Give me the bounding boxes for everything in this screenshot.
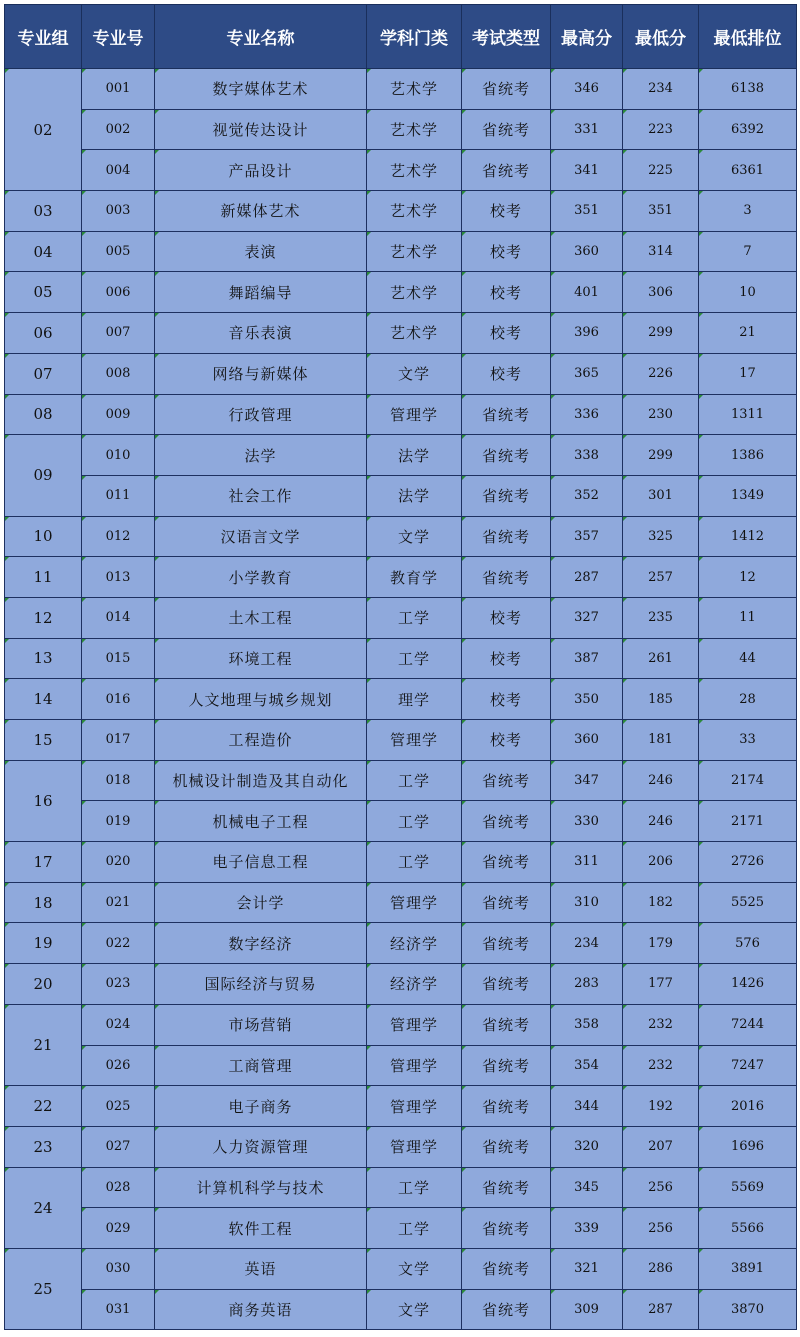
exam-type-cell: 校考 [462, 353, 551, 394]
min-rank-cell: 6361 [699, 150, 797, 191]
max-score-cell: 311 [551, 842, 623, 883]
exam-type-cell: 省统考 [462, 435, 551, 476]
major-code-cell: 006 [82, 272, 155, 313]
group-cell: 21 [5, 1004, 82, 1085]
min-rank-cell: 21 [699, 313, 797, 354]
exam-type-cell: 省统考 [462, 1167, 551, 1208]
subject-category-cell: 工学 [367, 1167, 462, 1208]
table-row [5, 638, 797, 679]
group-cell: 13 [5, 638, 82, 679]
group-cell: 25 [5, 1248, 82, 1329]
exam-type-cell: 省统考 [462, 1126, 551, 1167]
min-rank-cell: 3 [699, 191, 797, 232]
min-rank-cell: 2171 [699, 801, 797, 842]
subject-category-cell: 经济学 [367, 923, 462, 964]
major-name-cell: 工程造价 [155, 720, 367, 761]
major-name-cell: 新媒体艺术 [155, 191, 367, 232]
min-rank-cell: 1349 [699, 475, 797, 516]
exam-type-cell: 校考 [462, 679, 551, 720]
table-row [5, 1167, 797, 1208]
min-rank-cell: 12 [699, 557, 797, 598]
max-score-cell: 358 [551, 1004, 623, 1045]
min-rank-cell: 1386 [699, 435, 797, 476]
major-code-cell: 010 [82, 435, 155, 476]
max-score-cell: 339 [551, 1208, 623, 1249]
table-row [5, 923, 797, 964]
exam-type-cell: 校考 [462, 231, 551, 272]
min-score-cell: 325 [623, 516, 699, 557]
min-score-cell: 256 [623, 1167, 699, 1208]
max-score-cell: 327 [551, 597, 623, 638]
min-rank-cell: 7 [699, 231, 797, 272]
major-code-cell: 001 [82, 69, 155, 110]
subject-category-cell: 法学 [367, 475, 462, 516]
exam-type-cell: 省统考 [462, 1289, 551, 1330]
major-name-cell: 商务英语 [155, 1289, 367, 1330]
major-code-cell: 002 [82, 109, 155, 150]
table-row [5, 1289, 797, 1330]
min-rank-cell: 2016 [699, 1086, 797, 1127]
subject-category-cell: 艺术学 [367, 191, 462, 232]
table-row [5, 597, 797, 638]
major-name-cell: 法学 [155, 435, 367, 476]
major-code-cell: 030 [82, 1248, 155, 1289]
exam-type-cell: 省统考 [462, 964, 551, 1005]
admission-table-container [4, 4, 796, 1330]
exam-type-cell: 省统考 [462, 1248, 551, 1289]
group-cell: 05 [5, 272, 82, 313]
admission-score-table [4, 4, 797, 1330]
major-name-cell: 电子商务 [155, 1086, 367, 1127]
group-cell: 20 [5, 964, 82, 1005]
subject-category-cell: 工学 [367, 1208, 462, 1249]
max-score-cell: 345 [551, 1167, 623, 1208]
subject-category-cell: 管理学 [367, 720, 462, 761]
major-code-cell: 007 [82, 313, 155, 354]
subject-category-cell: 经济学 [367, 964, 462, 1005]
min-rank-cell: 11 [699, 597, 797, 638]
major-name-cell: 网络与新媒体 [155, 353, 367, 394]
table-row [5, 109, 797, 150]
subject-category-cell: 理学 [367, 679, 462, 720]
min-rank-cell: 1412 [699, 516, 797, 557]
group-cell: 17 [5, 842, 82, 883]
major-code-cell: 031 [82, 1289, 155, 1330]
major-code-cell: 027 [82, 1126, 155, 1167]
major-code-cell: 026 [82, 1045, 155, 1086]
major-name-cell: 音乐表演 [155, 313, 367, 354]
max-score-cell: 387 [551, 638, 623, 679]
min-rank-cell: 6392 [699, 109, 797, 150]
major-code-cell: 018 [82, 760, 155, 801]
min-rank-cell: 10 [699, 272, 797, 313]
subject-category-cell: 文学 [367, 353, 462, 394]
min-rank-cell: 5525 [699, 882, 797, 923]
major-code-cell: 008 [82, 353, 155, 394]
major-code-cell: 005 [82, 231, 155, 272]
max-score-cell: 357 [551, 516, 623, 557]
max-score-cell: 320 [551, 1126, 623, 1167]
major-name-cell: 小学教育 [155, 557, 367, 598]
exam-type-cell: 省统考 [462, 1045, 551, 1086]
max-score-cell: 283 [551, 964, 623, 1005]
subject-category-cell: 艺术学 [367, 231, 462, 272]
max-score-cell: 354 [551, 1045, 623, 1086]
min-score-cell: 179 [623, 923, 699, 964]
min-score-cell: 177 [623, 964, 699, 1005]
major-name-cell: 市场营销 [155, 1004, 367, 1045]
major-name-cell: 软件工程 [155, 1208, 367, 1249]
header-subject-category: 学科门类 [367, 5, 462, 69]
max-score-cell: 338 [551, 435, 623, 476]
subject-category-cell: 工学 [367, 638, 462, 679]
exam-type-cell: 省统考 [462, 394, 551, 435]
exam-type-cell: 校考 [462, 272, 551, 313]
group-cell: 24 [5, 1167, 82, 1248]
min-rank-cell: 5566 [699, 1208, 797, 1249]
header-group: 专业组 [5, 5, 82, 69]
min-score-cell: 256 [623, 1208, 699, 1249]
min-score-cell: 246 [623, 801, 699, 842]
table-row [5, 1086, 797, 1127]
major-code-cell: 021 [82, 882, 155, 923]
min-score-cell: 232 [623, 1004, 699, 1045]
min-rank-cell: 1426 [699, 964, 797, 1005]
subject-category-cell: 工学 [367, 760, 462, 801]
max-score-cell: 287 [551, 557, 623, 598]
table-row [5, 69, 797, 110]
subject-category-cell: 工学 [367, 801, 462, 842]
subject-category-cell: 法学 [367, 435, 462, 476]
major-code-cell: 017 [82, 720, 155, 761]
min-rank-cell: 576 [699, 923, 797, 964]
max-score-cell: 360 [551, 720, 623, 761]
group-cell: 03 [5, 191, 82, 232]
table-row [5, 394, 797, 435]
major-code-cell: 025 [82, 1086, 155, 1127]
major-name-cell: 环境工程 [155, 638, 367, 679]
header-major-name: 专业名称 [155, 5, 367, 69]
max-score-cell: 347 [551, 760, 623, 801]
table-row [5, 1208, 797, 1249]
min-score-cell: 192 [623, 1086, 699, 1127]
major-name-cell: 会计学 [155, 882, 367, 923]
max-score-cell: 341 [551, 150, 623, 191]
major-code-cell: 023 [82, 964, 155, 1005]
subject-category-cell: 管理学 [367, 394, 462, 435]
min-rank-cell: 3891 [699, 1248, 797, 1289]
major-name-cell: 国际经济与贸易 [155, 964, 367, 1005]
group-cell: 07 [5, 353, 82, 394]
group-cell: 23 [5, 1126, 82, 1167]
table-row [5, 1126, 797, 1167]
min-score-cell: 223 [623, 109, 699, 150]
table-row [5, 272, 797, 313]
header-max-score: 最高分 [551, 5, 623, 69]
major-name-cell: 产品设计 [155, 150, 367, 191]
table-row [5, 1045, 797, 1086]
table-row [5, 516, 797, 557]
max-score-cell: 396 [551, 313, 623, 354]
major-name-cell: 计算机科学与技术 [155, 1167, 367, 1208]
min-score-cell: 286 [623, 1248, 699, 1289]
max-score-cell: 331 [551, 109, 623, 150]
min-score-cell: 225 [623, 150, 699, 191]
subject-category-cell: 工学 [367, 842, 462, 883]
group-cell: 22 [5, 1086, 82, 1127]
subject-category-cell: 艺术学 [367, 69, 462, 110]
major-name-cell: 舞蹈编导 [155, 272, 367, 313]
table-row [5, 231, 797, 272]
subject-category-cell: 管理学 [367, 1004, 462, 1045]
exam-type-cell: 校考 [462, 720, 551, 761]
table-row [5, 475, 797, 516]
exam-type-cell: 省统考 [462, 882, 551, 923]
group-cell: 10 [5, 516, 82, 557]
group-cell: 09 [5, 435, 82, 516]
min-score-cell: 257 [623, 557, 699, 598]
min-score-cell: 207 [623, 1126, 699, 1167]
min-score-cell: 246 [623, 760, 699, 801]
subject-category-cell: 艺术学 [367, 272, 462, 313]
major-name-cell: 英语 [155, 1248, 367, 1289]
table-row [5, 882, 797, 923]
table-row [5, 353, 797, 394]
max-score-cell: 352 [551, 475, 623, 516]
min-score-cell: 261 [623, 638, 699, 679]
min-rank-cell: 2174 [699, 760, 797, 801]
min-score-cell: 226 [623, 353, 699, 394]
max-score-cell: 350 [551, 679, 623, 720]
max-score-cell: 351 [551, 191, 623, 232]
min-rank-cell: 6138 [699, 69, 797, 110]
group-cell: 04 [5, 231, 82, 272]
major-name-cell: 表演 [155, 231, 367, 272]
exam-type-cell: 省统考 [462, 801, 551, 842]
major-name-cell: 人文地理与城乡规划 [155, 679, 367, 720]
major-code-cell: 028 [82, 1167, 155, 1208]
table-row [5, 964, 797, 1005]
header-exam-type: 考试类型 [462, 5, 551, 69]
exam-type-cell: 省统考 [462, 1086, 551, 1127]
subject-category-cell: 工学 [367, 597, 462, 638]
major-code-cell: 022 [82, 923, 155, 964]
max-score-cell: 310 [551, 882, 623, 923]
subject-category-cell: 教育学 [367, 557, 462, 598]
min-score-cell: 235 [623, 597, 699, 638]
min-rank-cell: 5569 [699, 1167, 797, 1208]
table-body [5, 69, 797, 1330]
major-name-cell: 汉语言文学 [155, 516, 367, 557]
major-name-cell: 行政管理 [155, 394, 367, 435]
major-code-cell: 014 [82, 597, 155, 638]
table-row [5, 191, 797, 232]
exam-type-cell: 校考 [462, 638, 551, 679]
subject-category-cell: 管理学 [367, 1126, 462, 1167]
major-code-cell: 012 [82, 516, 155, 557]
max-score-cell: 234 [551, 923, 623, 964]
exam-type-cell: 省统考 [462, 1004, 551, 1045]
exam-type-cell: 省统考 [462, 150, 551, 191]
major-name-cell: 数字媒体艺术 [155, 69, 367, 110]
min-score-cell: 181 [623, 720, 699, 761]
exam-type-cell: 校考 [462, 191, 551, 232]
major-code-cell: 019 [82, 801, 155, 842]
table-row [5, 557, 797, 598]
max-score-cell: 344 [551, 1086, 623, 1127]
table-header [5, 5, 797, 69]
major-name-cell: 土木工程 [155, 597, 367, 638]
major-name-cell: 工商管理 [155, 1045, 367, 1086]
max-score-cell: 321 [551, 1248, 623, 1289]
min-rank-cell: 1311 [699, 394, 797, 435]
min-rank-cell: 28 [699, 679, 797, 720]
group-cell: 08 [5, 394, 82, 435]
major-name-cell: 机械设计制造及其自动化 [155, 760, 367, 801]
major-code-cell: 011 [82, 475, 155, 516]
subject-category-cell: 管理学 [367, 1045, 462, 1086]
table-row [5, 679, 797, 720]
max-score-cell: 401 [551, 272, 623, 313]
major-code-cell: 013 [82, 557, 155, 598]
exam-type-cell: 省统考 [462, 923, 551, 964]
min-score-cell: 230 [623, 394, 699, 435]
major-code-cell: 029 [82, 1208, 155, 1249]
group-cell: 06 [5, 313, 82, 354]
group-cell: 12 [5, 597, 82, 638]
exam-type-cell: 省统考 [462, 760, 551, 801]
subject-category-cell: 文学 [367, 516, 462, 557]
subject-category-cell: 艺术学 [367, 109, 462, 150]
table-row [5, 801, 797, 842]
major-code-cell: 020 [82, 842, 155, 883]
header-major-code: 专业号 [82, 5, 155, 69]
min-rank-cell: 3870 [699, 1289, 797, 1330]
table-row [5, 313, 797, 354]
min-score-cell: 287 [623, 1289, 699, 1330]
exam-type-cell: 省统考 [462, 475, 551, 516]
subject-category-cell: 管理学 [367, 882, 462, 923]
major-name-cell: 机械电子工程 [155, 801, 367, 842]
table-row [5, 1248, 797, 1289]
major-name-cell: 人力资源管理 [155, 1126, 367, 1167]
group-cell: 02 [5, 69, 82, 191]
exam-type-cell: 省统考 [462, 1208, 551, 1249]
min-score-cell: 185 [623, 679, 699, 720]
min-rank-cell: 7247 [699, 1045, 797, 1086]
table-row [5, 720, 797, 761]
min-score-cell: 206 [623, 842, 699, 883]
subject-category-cell: 文学 [367, 1248, 462, 1289]
max-score-cell: 346 [551, 69, 623, 110]
max-score-cell: 330 [551, 801, 623, 842]
table-row [5, 1004, 797, 1045]
min-score-cell: 299 [623, 435, 699, 476]
subject-category-cell: 艺术学 [367, 313, 462, 354]
major-code-cell: 003 [82, 191, 155, 232]
major-code-cell: 009 [82, 394, 155, 435]
subject-category-cell: 艺术学 [367, 150, 462, 191]
min-rank-cell: 17 [699, 353, 797, 394]
min-score-cell: 299 [623, 313, 699, 354]
min-score-cell: 306 [623, 272, 699, 313]
major-name-cell: 视觉传达设计 [155, 109, 367, 150]
exam-type-cell: 校考 [462, 313, 551, 354]
group-cell: 18 [5, 882, 82, 923]
min-rank-cell: 7244 [699, 1004, 797, 1045]
exam-type-cell: 省统考 [462, 69, 551, 110]
min-score-cell: 351 [623, 191, 699, 232]
major-name-cell: 社会工作 [155, 475, 367, 516]
group-cell: 11 [5, 557, 82, 598]
min-score-cell: 232 [623, 1045, 699, 1086]
group-cell: 16 [5, 760, 82, 841]
exam-type-cell: 省统考 [462, 557, 551, 598]
min-rank-cell: 1696 [699, 1126, 797, 1167]
min-rank-cell: 2726 [699, 842, 797, 883]
max-score-cell: 360 [551, 231, 623, 272]
major-code-cell: 015 [82, 638, 155, 679]
min-rank-cell: 44 [699, 638, 797, 679]
exam-type-cell: 省统考 [462, 842, 551, 883]
subject-category-cell: 文学 [367, 1289, 462, 1330]
min-rank-cell: 33 [699, 720, 797, 761]
table-row [5, 842, 797, 883]
table-row [5, 435, 797, 476]
max-score-cell: 336 [551, 394, 623, 435]
min-score-cell: 234 [623, 69, 699, 110]
major-code-cell: 004 [82, 150, 155, 191]
group-cell: 15 [5, 720, 82, 761]
major-code-cell: 024 [82, 1004, 155, 1045]
max-score-cell: 365 [551, 353, 623, 394]
min-score-cell: 182 [623, 882, 699, 923]
major-code-cell: 016 [82, 679, 155, 720]
group-cell: 19 [5, 923, 82, 964]
exam-type-cell: 校考 [462, 597, 551, 638]
major-name-cell: 电子信息工程 [155, 842, 367, 883]
table-row [5, 760, 797, 801]
header-min-rank: 最低排位 [699, 5, 797, 69]
subject-category-cell: 管理学 [367, 1086, 462, 1127]
exam-type-cell: 省统考 [462, 109, 551, 150]
max-score-cell: 309 [551, 1289, 623, 1330]
header-min-score: 最低分 [623, 5, 699, 69]
header-row [5, 5, 797, 69]
table-row [5, 150, 797, 191]
group-cell: 14 [5, 679, 82, 720]
min-score-cell: 301 [623, 475, 699, 516]
major-name-cell: 数字经济 [155, 923, 367, 964]
min-score-cell: 314 [623, 231, 699, 272]
exam-type-cell: 省统考 [462, 516, 551, 557]
